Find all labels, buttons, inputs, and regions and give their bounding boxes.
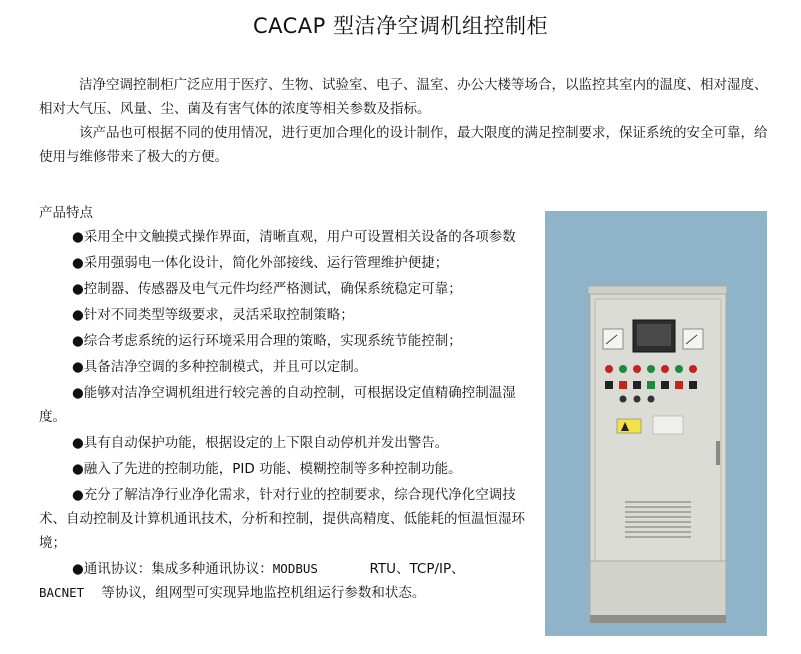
bullet-icon: ● <box>72 281 84 297</box>
feature-item: ●采用强弱电一体化设计，简化外部接线、运行管理维护便捷； <box>72 255 449 271</box>
cabinet-plinth <box>590 615 726 623</box>
cabinet-photo <box>545 211 767 636</box>
intro-paragraph-2: 该产品也可根据不同的使用情况，进行更加合理化的设计制作，最大限度的满足控制要求，保证系统的安全可靠，给使用与维修带来了极大的方便。 <box>39 125 768 165</box>
feature-item: ●具有自动保护功能，根据设定的上下限自动停机并发出警告。 <box>72 435 449 451</box>
feature-item-comm: ●通讯协议：集成多种通讯协议：MODBUS RTU、TCP/IP、 BACNET 等协议，组网型可实现异地监控机组运行参数和状态。 <box>39 561 465 601</box>
feature-item: ●控制器、传感器及电气元件均经严格测试，确保系统稳定可靠； <box>72 281 462 297</box>
cabinet-illustration <box>545 211 767 636</box>
features-list <box>39 225 529 607</box>
selector-knobs <box>620 396 655 403</box>
feature-item: ●具备洁净空调的多种控制模式，并且可以定制。 <box>72 359 368 375</box>
page-title: CACAP 型洁净空调机组控制柜 <box>252 14 549 38</box>
cabinet-top <box>588 286 727 294</box>
feature-item: ●针对不同类型等级要求，灵活采取控制策略； <box>72 307 354 323</box>
bullet-icon: ● <box>72 333 84 349</box>
bullet-icon: ● <box>72 255 84 271</box>
feature-item: ●综合考虑系统的运行环境采用合理的策略，实现系统节能控制； <box>72 333 462 349</box>
right-meter-icon <box>683 329 703 349</box>
cabinet-base <box>590 561 726 621</box>
feature-item: ●采用全中文触摸式操作界面，清晰直观，用户可设置相关设备的各项参数 <box>72 229 516 245</box>
bullet-icon: ● <box>72 307 84 323</box>
bullet-icon: ● <box>72 561 84 577</box>
bullet-icon: ● <box>72 229 84 245</box>
feature-item: ●融入了先进的控制功能，PID 功能、模糊控制等多种控制功能。 <box>72 461 462 477</box>
bullet-icon: ● <box>72 487 84 503</box>
feature-item: ●能够对洁净空调机组进行较完善的自动控制，可根据设定值精确控制温湿度。 <box>39 385 516 425</box>
bullet-icon: ● <box>72 461 84 477</box>
warning-label-icon <box>617 419 641 433</box>
intro-paragraph-1: 洁净空调控制柜广泛应用于医疗、生物、试验室、电子、温室、办公大楼等场合，以监控其室内的温度、相对湿度、相对大气压、风量、尘、菌及有害气体的浓度等相关参数及指标。 <box>39 77 768 117</box>
intro-section <box>39 73 777 169</box>
door-handle-icon <box>716 441 720 465</box>
bacnet-label: BACNET <box>39 585 85 600</box>
bullet-icon: ● <box>72 435 84 451</box>
feature-item: ●充分了解洁净行业净化需求，针对行业的控制要求，综合现代净化空调技术、自动控制及计算机通讯技术，分析和控制，提供高精度、低能耗的恒温恒湿环境； <box>39 487 525 551</box>
modbus-label: MODBUS <box>272 561 318 576</box>
nameplate <box>653 416 683 434</box>
bullet-icon: ● <box>72 359 84 375</box>
features-heading: 产品特点 <box>39 205 93 221</box>
left-meter-icon <box>603 329 623 349</box>
bullet-icon: ● <box>72 385 84 401</box>
